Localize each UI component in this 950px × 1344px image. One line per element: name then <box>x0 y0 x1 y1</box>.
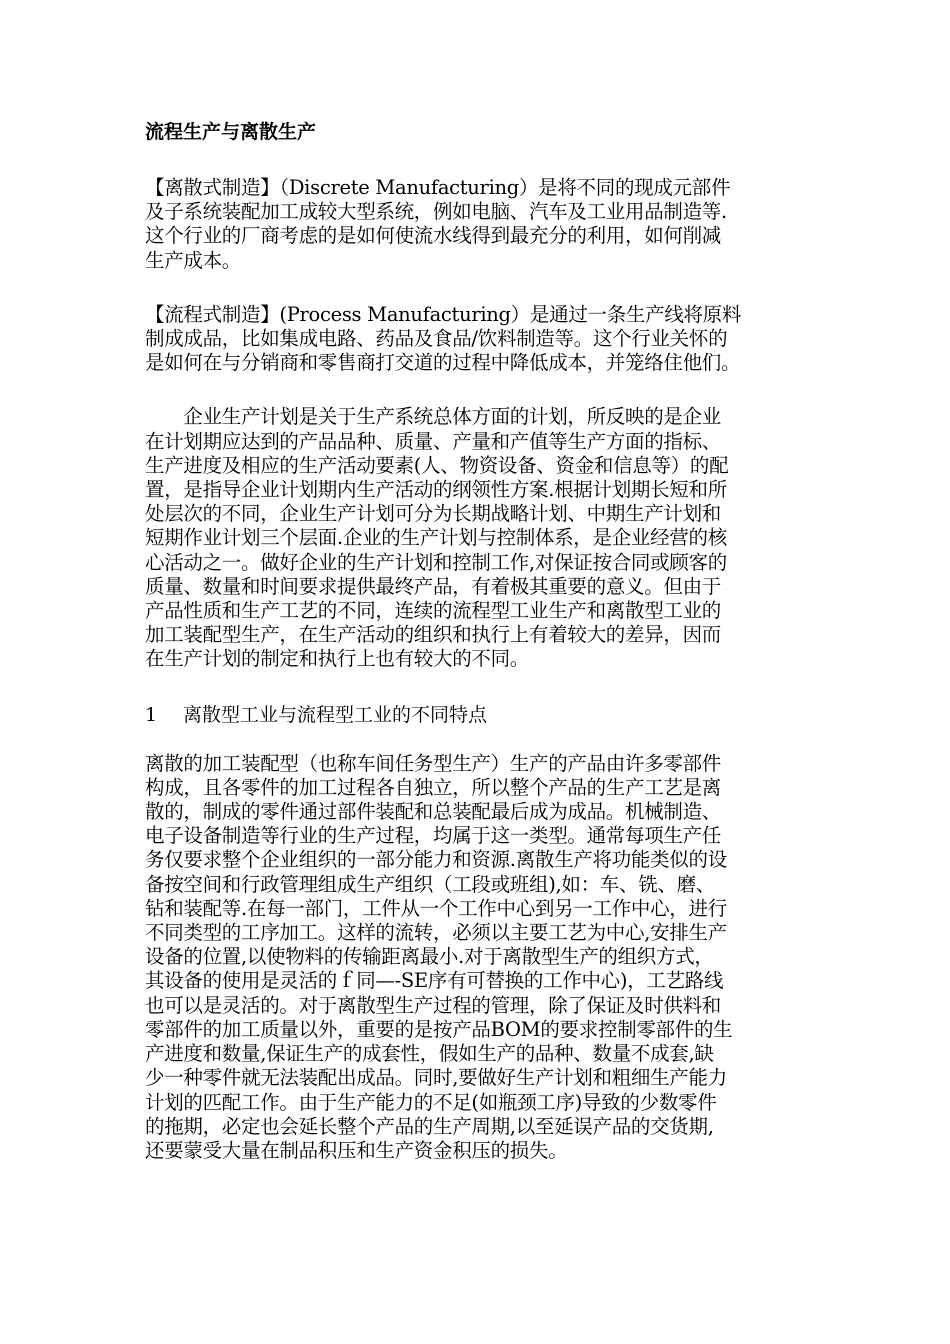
paragraph-process-definition <box>145 303 805 376</box>
text-line: 制成成品，比如集成电路、药品及食品/饮料制造等。这个行业关怀的 <box>145 327 728 351</box>
text-line: 及子系统装配加工成较大型系统，例如电脑、汽车及工业用品制造等. <box>145 200 727 224</box>
text-line: 还要蒙受大量在制品积压和生产资金积压的损失。 <box>145 1138 568 1162</box>
section-title: 离散型工业与流程型工业的不同特点 <box>183 703 488 726</box>
text-line: 短期作业计划三个层面.企业的生产计划与控制体系，是企业经营的核 <box>145 526 727 550</box>
text-line: 产进度和数量,保证生产的成套性，假如生产的品种、数量不成套,缺 <box>145 1042 714 1066</box>
text-line: 生产进度及相应的生产活动要素(人、物资设备、资金和信息等）的配 <box>145 453 729 477</box>
text-line: 【流程式制造】(Process Manufacturing）是通过一条生产线将原料 <box>145 302 742 326</box>
text-line: 在计划期应达到的产品品种、质量、产量和产值等生产方面的指标、 <box>145 429 722 453</box>
text-line: 【离散式制造】（Discrete Manufacturing）是将不同的现成元部件 <box>145 176 731 199</box>
text-line: 不同类型的工序加工。这样的流转，必须以主要工艺为中心,安排生产 <box>145 921 727 945</box>
paragraph-planning-overview <box>145 405 805 671</box>
text-line: 散的，制成的零件通过部件装配和总装配最后成为成品。机械制造、 <box>145 800 722 824</box>
text-line: 这个行业的厂商考虑的是如何使流水线得到最充分的利用，如何削减 <box>145 224 722 248</box>
text-line: 少一种零件就无法装配出成品。同时,要做好生产计划和粗细生产能力 <box>145 1066 727 1090</box>
text-line: 的拖期，必定也会延长整个产品的生产周期,以至延误产品的交货期, <box>145 1114 714 1138</box>
text-line: 其设备的使用是灵活的ｆ同—-SE序有可替换的工作中心)，工艺路线 <box>145 969 724 993</box>
text-line: 质量、数量和时间要求提供最终产品，有着极其重要的意义。但由于 <box>145 574 722 598</box>
text-line: 设备的位置,以使物料的传输距离最小.对于离散型生产的组织方式， <box>145 945 714 969</box>
text-line: 钻和装配等.在每一部门，工件从一个工作中心到另一工作中心，进行 <box>145 896 727 920</box>
text-line: 是如何在与分销商和零售商打交道的过程中降低成本，并笼络住他们。 <box>145 351 741 375</box>
text-line: 加工装配型生产，在生产活动的组织和执行上有着较大的差异，因而 <box>145 623 722 647</box>
text-line: 备按空间和行政管理组成生产组织（工段或班组),如：车、铣、磨、 <box>145 872 716 896</box>
text-line: 电子设备制造等行业的生产过程，均属于这一类型。通常每项生产任 <box>145 824 722 848</box>
text-line: 处层次的不同，企业生产计划可分为长期战略计划、中期生产计划和 <box>145 502 722 526</box>
text-line: 心活动之一。做好企业的生产计划和控制工作,对保证按合同或顾客的 <box>145 550 727 574</box>
text-line: 生产成本。 <box>145 248 242 272</box>
text-line: 置，是指导企业计划期内生产活动的纲领性方案.根据计划期长短和所 <box>145 478 727 502</box>
document-page <box>145 118 805 1193</box>
text-line: 离散的加工装配型（也称车间任务型生产）生产的产品由许多零部件 <box>145 751 722 775</box>
section-paragraph <box>145 752 805 1163</box>
text-line: 构成，且各零件的加工过程各自独立，所以整个产品的生产工艺是离 <box>145 775 722 799</box>
intro-paragraphs <box>145 176 805 672</box>
section-heading <box>145 702 805 728</box>
document-title: 流程生产与离散生产 <box>145 121 317 143</box>
text-line: 零部件的加工质量以外，重要的是按产品BOM的要求控制零部件的生 <box>145 1017 733 1041</box>
text-line: 在生产计划的制定和执行上也有较大的不同。 <box>145 647 530 671</box>
text-line: 计划的匹配工作。由于生产能力的不足(如瓶颈工序)导致的少数零件 <box>145 1090 717 1114</box>
section-number: 1 <box>145 703 158 726</box>
paragraph-discrete-definition <box>145 176 805 273</box>
text-line: 务仅要求整个企业组织的一部分能力和资源.离散生产将功能类似的设 <box>145 848 727 872</box>
text-line: 也可以是灵活的。对于离散型生产过程的管理，除了保证及时供料和 <box>145 993 722 1017</box>
text-line: 企业生产计划是关于生产系统总体方面的计划，所反映的是企业 <box>145 405 722 429</box>
text-line: 产品性质和生产工艺的不同，连续的流程型工业生产和离散型工业的 <box>145 599 722 623</box>
